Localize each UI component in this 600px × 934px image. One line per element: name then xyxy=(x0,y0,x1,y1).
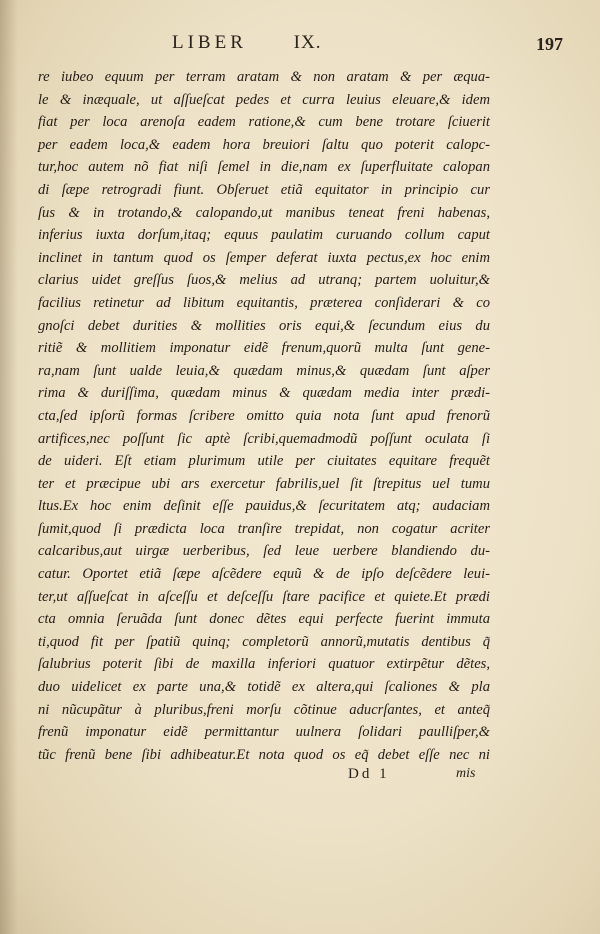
text-line: duo uidelicet ex parte una,& totidẽ ex altera,qui ſcaliones & pla xyxy=(38,679,490,696)
text-line: tũc frenũ bene ſibi adhibeatur.Et nota quod os eq̃ debet eſſe nec ni xyxy=(38,746,490,763)
text-line: rima & duriſſima, quædam minus & quædam media inter prædi- xyxy=(38,385,490,402)
text-line: calcaribus,aut uirgæ uerberibus, ſed leue uerbere blandiendo du- xyxy=(38,543,490,560)
text-line: cta omnia ſeruãda ſunt donec dẽtes equi perfecte fuerint immuta xyxy=(38,611,490,628)
text-line: de uideri. Eſt etiam plurimum utile per ciuitates equitare frequẽt xyxy=(38,453,490,470)
text-line: per eadem loca,& eadem hora breuiori ſaltu quo poterit calopc- xyxy=(38,136,490,153)
text-line: facilius retinetur ad libitum equitantis, præterea conſiderari & co xyxy=(38,294,490,311)
text-line: ltus.Ex hoc enim deſinit eſſe pauidus,& ſecuritatem atq; audaciam xyxy=(38,498,490,515)
text-line: tur,hoc autem nõ fiat niſi ſemel in die,nam ex ſuperfluitate calopan xyxy=(38,159,490,176)
folio-number: 197 xyxy=(536,34,563,54)
text-line: ſumit,quod ſi prædicta loca tranſire trepidat, non cogatur acriter xyxy=(38,520,490,537)
text-line: re iubeo equum per terram aratam & non aratam & per æqua- xyxy=(38,69,490,85)
text-line: ſus & in trotando,& calopando,ut manibus teneat freni habenas, xyxy=(38,204,490,221)
text-line: ni nũcupãtur à pluribus,freni morſu cõtinue aducrſantes, et anteq̃ xyxy=(38,701,490,718)
text-line: ti,quod fit per ſpatiũ quinq; completorũ annorũ,mutatis dentibus q̃ xyxy=(38,633,490,650)
text-line: artifices,nec poſſunt ſic aptè ſcribi,quemadmodũ poſſunt oculata ſi xyxy=(38,430,490,447)
catchword: mis xyxy=(456,766,476,781)
running-head-book-label: LIBER xyxy=(172,32,247,53)
gutter-shadow xyxy=(0,0,18,934)
text-line: frenũ imponatur eidẽ permittantur uulnera ſolidari paulliſper,& xyxy=(38,724,490,741)
text-line: ter,ut aſſueſcat in aſceſſu et deſceſſu ſtare pacifice et quiete.Et prædi xyxy=(38,588,490,605)
running-head xyxy=(172,32,321,54)
signature-mark: Dd 1 xyxy=(348,766,390,782)
text-line: di ſæpe retrogradi fiunt. Obſeruet etiã equitator in principio cur xyxy=(38,181,490,198)
running-head-book-number: IX. xyxy=(293,32,322,53)
text-line: fiat per loca arenoſa eadem ratione,& cum bene trotare ſciuerit xyxy=(38,114,490,131)
text-line: gnoſci debet durities & mollities oris equi,& ſecundum eius du xyxy=(38,317,490,334)
text-line: ra,nam ſunt ualde leuia,& quædam minus,& quædam ſunt aſper xyxy=(38,362,490,379)
text-line: inferius iuxta dorſum,itaq; equus paulatim curuando collum caput xyxy=(38,227,490,244)
body-text xyxy=(38,66,490,766)
text-line: clarius uidet greſſus ſuos,& melius ad utranq; partem uoluitur,& xyxy=(38,272,490,289)
text-line: le & inæquale, ut aſſueſcat pedes et curra leuius eleuare,& idem xyxy=(38,91,490,108)
page-header xyxy=(0,32,600,62)
text-line: ritiẽ & mollitiem imponatur eidẽ frenum,quorũ multa ſunt gene- xyxy=(38,340,490,357)
text-line: ter et præcipue ubi ars exercetur fabrilis,uel ſit ſtrepitus uel tumu xyxy=(38,475,490,492)
text-line: cta,ſed ipſorũ formas ſcribere omitto quia nota ſunt apud frenorũ xyxy=(38,407,490,424)
text-line: catur. Oportet etiã ſæpe aſcẽdere equũ & de ipſo deſcẽdere leui- xyxy=(38,566,490,583)
text-line: ſalubrius poterit ſibi de maxilla inferiori quatuor extirpẽtur dẽtes, xyxy=(38,656,490,673)
text-line: inclinet in tantum quod os ſemper deferat iuxta pectus,ex hoc enim xyxy=(38,249,490,266)
page-footer xyxy=(0,766,600,790)
